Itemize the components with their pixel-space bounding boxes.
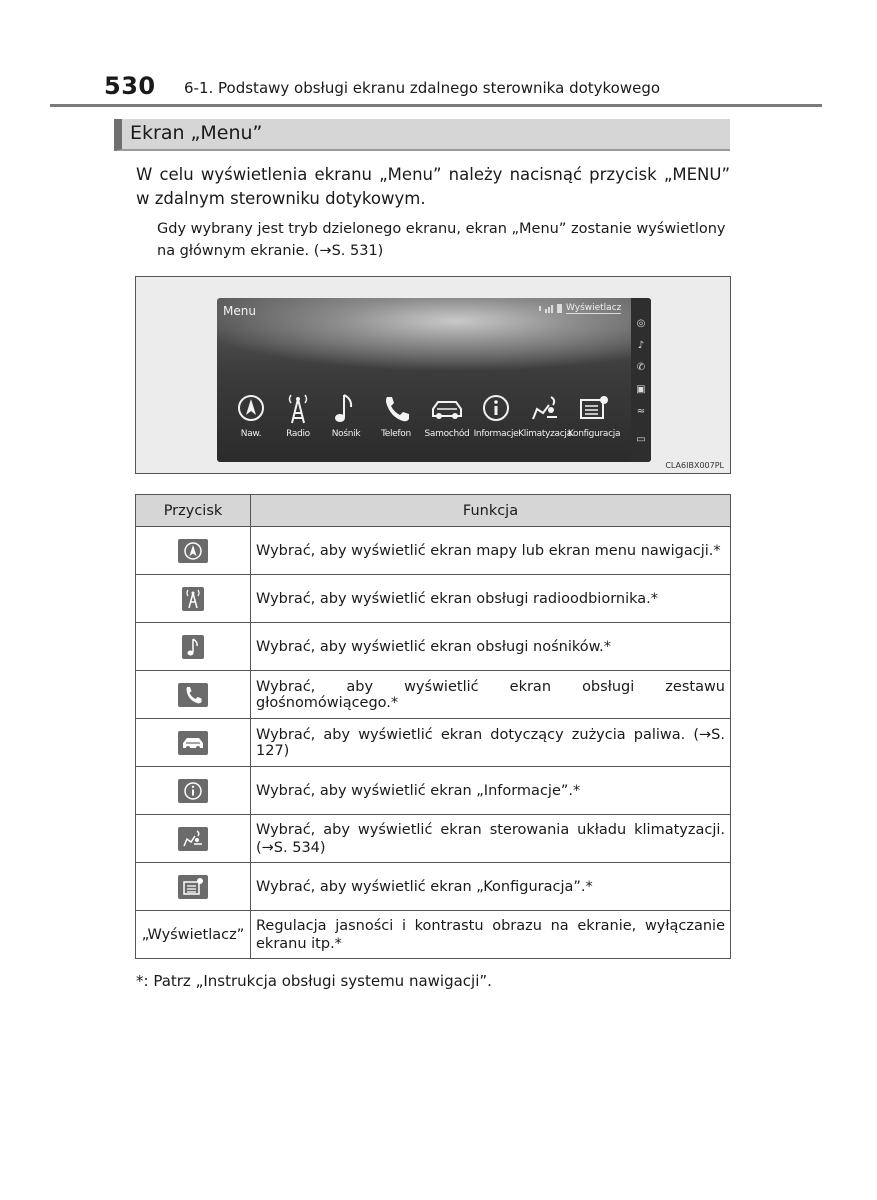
chapter-title: 6-1. Podstawy obsługi ekranu zdalnego sterownika dotykowego	[184, 79, 661, 97]
side-display-icon[interactable]: ▭	[636, 434, 646, 445]
display-button[interactable]: Wyświetlacz	[566, 303, 622, 313]
function-text: Wybrać, aby wyświetlić ekran dotyczący zużycia paliwa. (→S. 127)	[251, 719, 731, 767]
menu-label-nav: Naw.	[240, 429, 262, 439]
car-icon[interactable]	[425, 391, 469, 427]
figure-code: CLA6IBX007PL	[665, 461, 724, 470]
header-function: Funkcja	[251, 495, 731, 527]
function-text: Wybrać, aby wyświetlić ekran obsługi nośników.*	[251, 623, 731, 671]
navigation-icon	[178, 539, 208, 563]
menu-label-media: Nośnik	[331, 429, 361, 439]
navigation-icon[interactable]	[229, 391, 273, 427]
phone-icon[interactable]	[374, 391, 418, 427]
climate-icon[interactable]	[523, 391, 567, 427]
menu-label-settings: Konfiguracja	[567, 429, 621, 439]
status-icons	[539, 304, 563, 315]
radio-tower-icon	[182, 587, 204, 611]
table-row	[136, 719, 731, 767]
table-row	[136, 671, 731, 719]
section-heading-bar	[114, 119, 730, 151]
info-icon[interactable]	[474, 391, 518, 427]
settings-icon[interactable]	[572, 391, 616, 427]
table-row	[136, 527, 731, 575]
function-text: Wybrać, aby wyświetlić ekran obsługi zestawu głośnomówiącego.*	[251, 671, 731, 719]
climate-icon	[178, 827, 208, 851]
table-row	[136, 623, 731, 671]
table-row	[136, 863, 731, 911]
car-icon	[178, 731, 208, 755]
function-text: Wybrać, aby wyświetlić ekran „Konfiguracja”.*	[251, 863, 731, 911]
menu-label-phone: Telefon	[381, 429, 411, 439]
section-title: Ekran „Menu”	[130, 122, 263, 144]
function-text: Wybrać, aby wyświetlić ekran mapy lub ekran menu nawigacji.*	[251, 527, 731, 575]
side-bar	[631, 298, 651, 462]
music-note-icon[interactable]	[324, 391, 368, 427]
side-phone-icon[interactable]: ✆	[636, 362, 646, 373]
music-note-icon	[182, 635, 204, 659]
settings-icon	[178, 875, 208, 899]
side-climate-icon[interactable]: ≈	[636, 406, 646, 417]
table-row	[136, 767, 731, 815]
menu-screen	[217, 298, 651, 462]
menu-screen-figure	[135, 276, 731, 474]
function-text: Regulacja jasności i kontrastu obrazu na ekranie, wyłączanie ekranu itp.*	[251, 911, 731, 959]
menu-label-info: Informacje	[473, 429, 519, 439]
screen-title: Menu	[223, 304, 256, 318]
table-row	[136, 815, 731, 863]
radio-tower-icon[interactable]	[276, 391, 320, 427]
function-text: Wybrać, aby wyświetlić ekran obsługi radioodbiornika.*	[251, 575, 731, 623]
table-row	[136, 575, 731, 623]
menu-label-radio: Radio	[286, 429, 310, 439]
table-row	[136, 911, 731, 959]
side-music-note-icon[interactable]: ♪	[637, 340, 645, 351]
menu-label-car: Samochód	[424, 429, 470, 439]
intro-paragraph: W celu wyświetlenia ekranu „Menu” należy nacisnąć przycisk „MENU” w zdalnym sterowniku dotykowym.	[136, 165, 730, 208]
function-text: Wybrać, aby wyświetlić ekran sterowania układu klimatyzacji. (→S. 534)	[251, 815, 731, 863]
info-icon	[178, 779, 208, 803]
footnote: *: Patrz „Instrukcja obsługi systemu nawigacji”.	[136, 972, 492, 990]
header-button: Przycisk	[136, 495, 251, 527]
phone-icon	[178, 683, 208, 707]
table-header-row	[136, 495, 731, 527]
menu-label-climate: Klimatyzacja	[518, 429, 572, 439]
side-car-icon[interactable]: ▣	[636, 384, 646, 395]
page-header	[50, 72, 822, 107]
note-paragraph: Gdy wybrany jest tryb dzielonego ekranu, ekran „Menu” zostanie wyświetlony na głównym ekranie. (→S. 531)	[157, 221, 726, 259]
page-number: 530	[104, 72, 156, 100]
function-text: Wybrać, aby wyświetlić ekran „Informacje”.*	[251, 767, 731, 815]
function-table	[135, 494, 731, 959]
display-button-label: „Wyświetlacz”	[136, 911, 251, 959]
side-navigation-icon[interactable]: ◎	[636, 318, 646, 329]
